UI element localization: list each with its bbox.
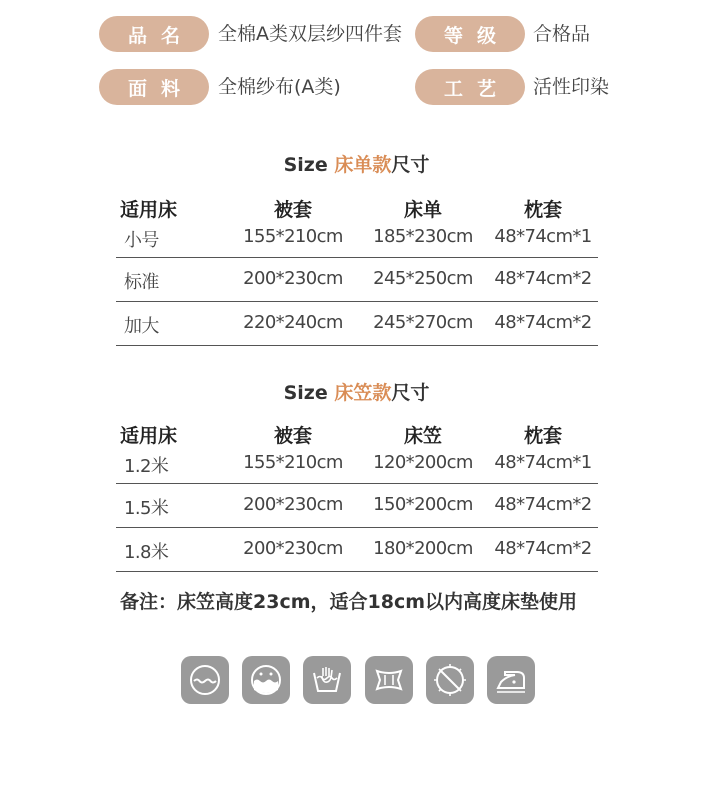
table-row bbox=[116, 258, 598, 302]
cell-sheet-text: 245*270cm bbox=[373, 312, 473, 333]
cell-bed: 1.8米 bbox=[124, 542, 169, 563]
cell-duvet-text: 155*210cm bbox=[243, 452, 343, 473]
table-row bbox=[116, 225, 598, 258]
mattress-height-note: 备注：床笠高度23cm，适合18cm以内高度床垫使用 bbox=[120, 591, 578, 613]
table-header bbox=[116, 417, 598, 451]
fabric-label: 面料 bbox=[127, 77, 194, 100]
fitted-title-prefix: Size bbox=[283, 382, 335, 404]
header-sheet-text: 床单 bbox=[404, 199, 443, 221]
cell-pillowcase-text: 48*74cm*1 bbox=[494, 452, 592, 473]
cell-duvet-text: 200*230cm bbox=[243, 538, 343, 559]
cell-bed: 小号 bbox=[124, 230, 159, 251]
cell-duvet-text: 200*230cm bbox=[243, 268, 343, 289]
grade-label-pill bbox=[415, 16, 525, 52]
iron-low-icon bbox=[487, 656, 535, 704]
header-duvet-text: 被套 bbox=[274, 425, 313, 447]
craft-label: 工艺 bbox=[443, 77, 510, 100]
table-row bbox=[116, 451, 598, 484]
sheet-title-suffix: 尺寸 bbox=[391, 154, 430, 176]
cell-bed: 标准 bbox=[124, 272, 159, 293]
sheet-size-title bbox=[0, 150, 713, 177]
cell-bed: 1.2米 bbox=[124, 456, 169, 477]
fabric-label-pill bbox=[99, 69, 209, 105]
sheet-size-table bbox=[116, 191, 598, 346]
cell-sheet-text: 245*250cm bbox=[373, 268, 473, 289]
grade-value: 合格品 bbox=[533, 23, 591, 45]
craft-label-pill bbox=[415, 69, 525, 105]
sheet-title-prefix: Size bbox=[283, 154, 335, 176]
name-value: 全棉A类双层纱四件套 bbox=[218, 23, 402, 45]
dry-flat-icon bbox=[365, 656, 413, 704]
cell-pillowcase-text: 48*74cm*1 bbox=[494, 226, 592, 247]
name-label: 品名 bbox=[127, 24, 194, 47]
fabric-value: 全棉纱布(A类) bbox=[218, 76, 341, 98]
header-duvet-text: 被套 bbox=[274, 199, 313, 221]
cell-duvet-text: 155*210cm bbox=[243, 226, 343, 247]
water-temp-icon bbox=[242, 656, 290, 704]
cell-fitted-sheet-text: 150*200cm bbox=[373, 494, 473, 515]
cell-pillowcase-text: 48*74cm*2 bbox=[494, 268, 592, 289]
cell-pillowcase-text: 48*74cm*2 bbox=[494, 538, 592, 559]
cell-fitted-sheet-text: 180*200cm bbox=[373, 538, 473, 559]
cell-duvet-text: 220*240cm bbox=[243, 312, 343, 333]
fitted-size-table bbox=[116, 417, 598, 572]
header-pillowcase-text: 枕套 bbox=[524, 199, 563, 221]
hand-wash-icon bbox=[303, 656, 351, 704]
sheet-title-accent: 床单款 bbox=[334, 154, 392, 176]
table-row bbox=[116, 528, 598, 572]
name-label-pill bbox=[99, 16, 209, 52]
table-row bbox=[116, 302, 598, 346]
table-row bbox=[116, 484, 598, 528]
craft-value: 活性印染 bbox=[533, 76, 610, 98]
cell-pillowcase-text: 48*74cm*2 bbox=[494, 494, 592, 515]
cell-duvet-text: 200*230cm bbox=[243, 494, 343, 515]
machine-wash-icon bbox=[181, 656, 229, 704]
table-header bbox=[116, 191, 598, 225]
header-bed: 适用床 bbox=[120, 425, 178, 447]
fitted-size-title bbox=[0, 378, 713, 405]
fitted-title-suffix: 尺寸 bbox=[391, 382, 430, 404]
no-tumble-dry-icon bbox=[426, 656, 474, 704]
grade-label: 等级 bbox=[443, 24, 510, 47]
header-bed: 适用床 bbox=[120, 199, 178, 221]
header-fitted-sheet-text: 床笠 bbox=[404, 425, 443, 447]
header-pillowcase-text: 枕套 bbox=[524, 425, 563, 447]
cell-bed: 1.5米 bbox=[124, 498, 169, 519]
cell-fitted-sheet-text: 120*200cm bbox=[373, 452, 473, 473]
fitted-title-accent: 床笠款 bbox=[334, 382, 392, 404]
cell-bed: 加大 bbox=[124, 316, 159, 337]
cell-sheet-text: 185*230cm bbox=[373, 226, 473, 247]
cell-pillowcase-text: 48*74cm*2 bbox=[494, 312, 592, 333]
